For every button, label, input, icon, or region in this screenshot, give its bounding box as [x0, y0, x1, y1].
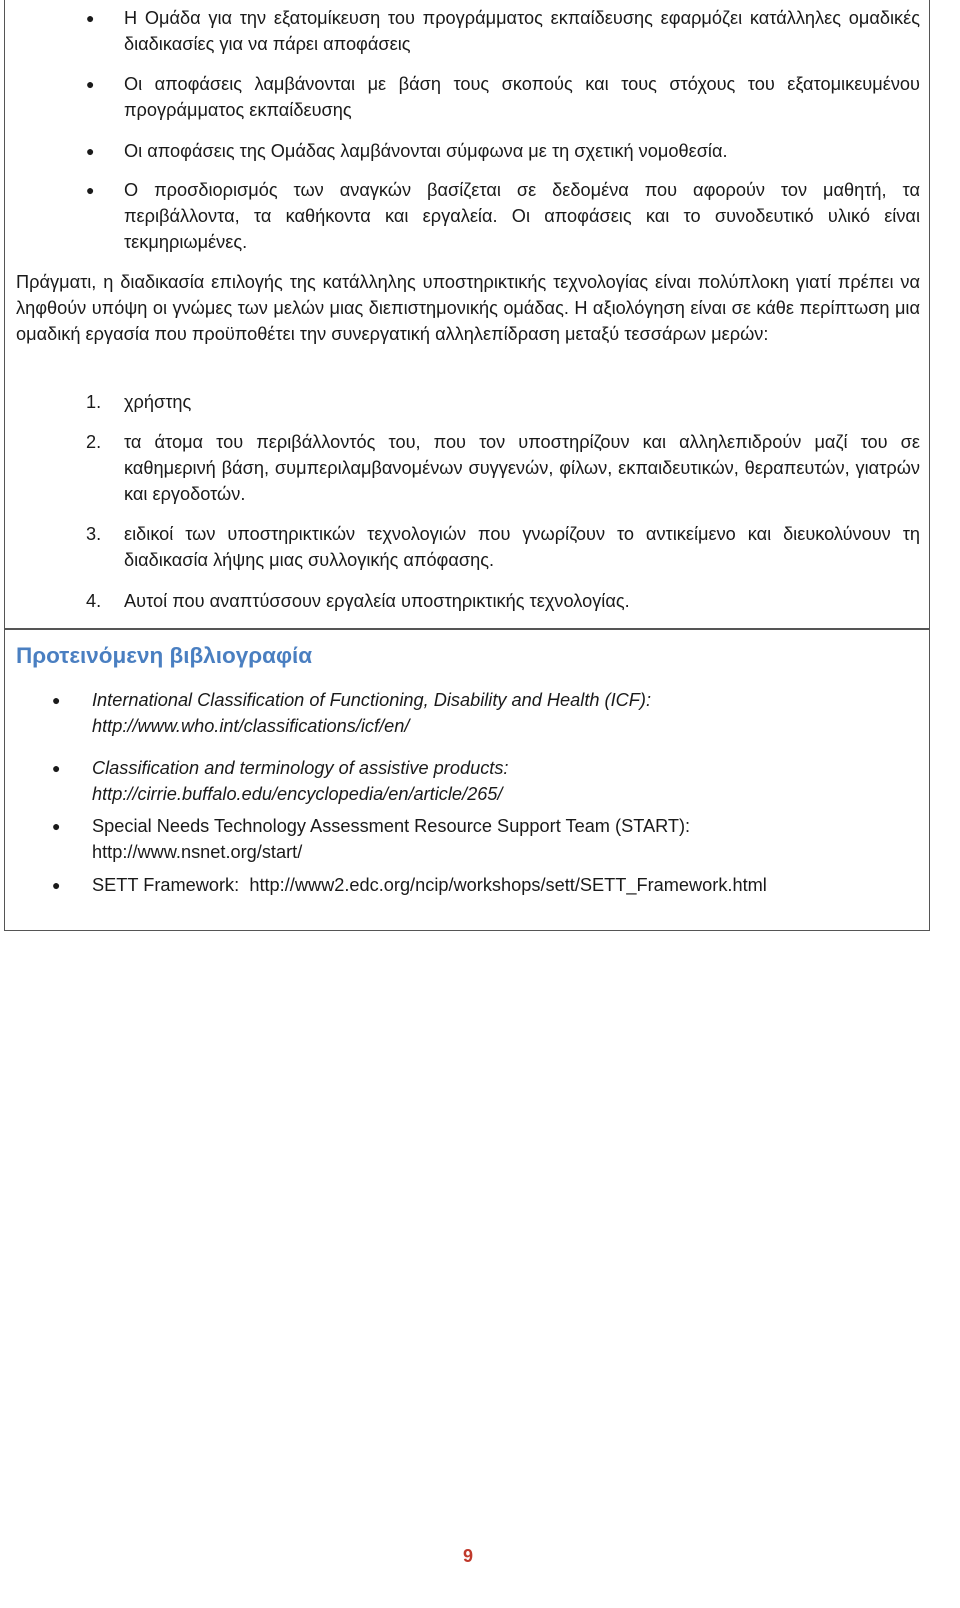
reference-item: ● SETT Framework: http://www2.edc.org/ncip/workshops/sett/SETT_Framework.html	[92, 872, 922, 898]
item-number: 2.	[86, 432, 102, 452]
numbered-item: 1. χρήστης	[124, 389, 920, 415]
reference-link[interactable]: http://cirrie.buffalo.edu/encyclopedia/en/article/265/	[92, 784, 503, 804]
reference-item: ● Classification and terminology of assistive products: http://cirrie.buffalo.edu/encyclopedia/en/article/265/	[92, 755, 922, 807]
bullet-item: ● Οι αποφάσεις λαμβάνονται με βάση τους σκοπούς και τους στόχους του εξατομικευμένου προγράμματος εκπαίδευσης	[124, 71, 920, 123]
bullet-icon: ●	[52, 818, 61, 834]
numbered-item: 4. Αυτοί που αναπτύσσουν εργαλεία υποστηρικτικής τεχνολογίας.	[124, 588, 920, 614]
item-number: 4.	[86, 591, 102, 611]
numbered-item: 3. ειδικοί των υποστηρικτικών τεχνολογιών που γνωρίζουν το αντικείμενο και διευκολύνουν τη διαδικασία λήψης μιας συλλογικής απόφασης.	[124, 521, 920, 573]
bullet-item: ● Η Ομάδα για την εξατομίκευση του προγράμματος εκπαίδευσης εφαρμόζει κατάλληλες ομαδικές διαδικασίες για να πάρει αποφάσεις	[124, 5, 920, 57]
bibliography-heading: Προτεινόμενη βιβλιογραφία	[16, 643, 313, 668]
page-number: 9	[462, 1546, 473, 1566]
item-number: 3.	[86, 524, 102, 544]
bullet-icon: ●	[86, 182, 95, 198]
reference-item: ● Special Needs Technology Assessment Resource Support Team (START): http://www.nsnet.org/start/	[92, 813, 922, 865]
reference-link[interactable]: http://www.who.int/classifications/icf/en/	[92, 716, 410, 736]
bullet-icon: ●	[86, 143, 95, 159]
bullet-item: ● Ο προσδιορισμός των αναγκών βασίζεται σε δεδομένα που αφορούν τον μαθητή, τα περιβάλλοντα, τα καθήκοντα και εργαλεία. Οι αποφάσεις και το συνοδευτικό υλικό είναι τεκμηριωμένες.	[124, 177, 920, 255]
bullet-icon: ●	[52, 692, 61, 708]
bullet-icon: ●	[52, 760, 61, 776]
reference-item: ● International Classification of Functioning, Disability and Health (ICF): http://www.who.int/classifications/icf/en/	[92, 687, 922, 739]
reference-link[interactable]: http://www2.edc.org/ncip/workshops/sett/SETT_Framework.html	[249, 875, 767, 895]
numbered-item: 2. τα άτομα του περιβάλλοντός του, που τον υποστηρίζουν και αλληλεπιδρούν μαζί του σε καθημερινή βάση, συμπεριλαμβανομένων συγγενών, φίλων, εκπαιδευτικών, θεραπευτών, γιατρών και εργοδοτών.	[124, 429, 920, 507]
reference-link[interactable]: http://www.nsnet.org/start/	[92, 842, 303, 862]
bullet-icon: ●	[52, 877, 61, 893]
item-number: 1.	[86, 392, 102, 412]
bullet-icon: ●	[86, 76, 95, 92]
bullet-item: ● Οι αποφάσεις της Ομάδας λαμβάνονται σύμφωνα με τη σχετική νομοθεσία.	[124, 138, 920, 164]
bullet-icon: ●	[86, 10, 95, 26]
body-paragraph: Πράγματι, η διαδικασία επιλογής της κατάλληλης υποστηρικτικής τεχνολογίας είναι πολύπλοκη γιατί πρέπει να ληφθούν υπόψη οι γνώμες των μελών μιας διεπιστημονικής ομάδας. Η αξιολόγηση είναι σε κάθε περίπτωση μια ομαδική εργασία που προϋποθέτει την συνεργατική αλληλεπίδραση μεταξύ τεσσάρων μερών:	[16, 272, 920, 344]
